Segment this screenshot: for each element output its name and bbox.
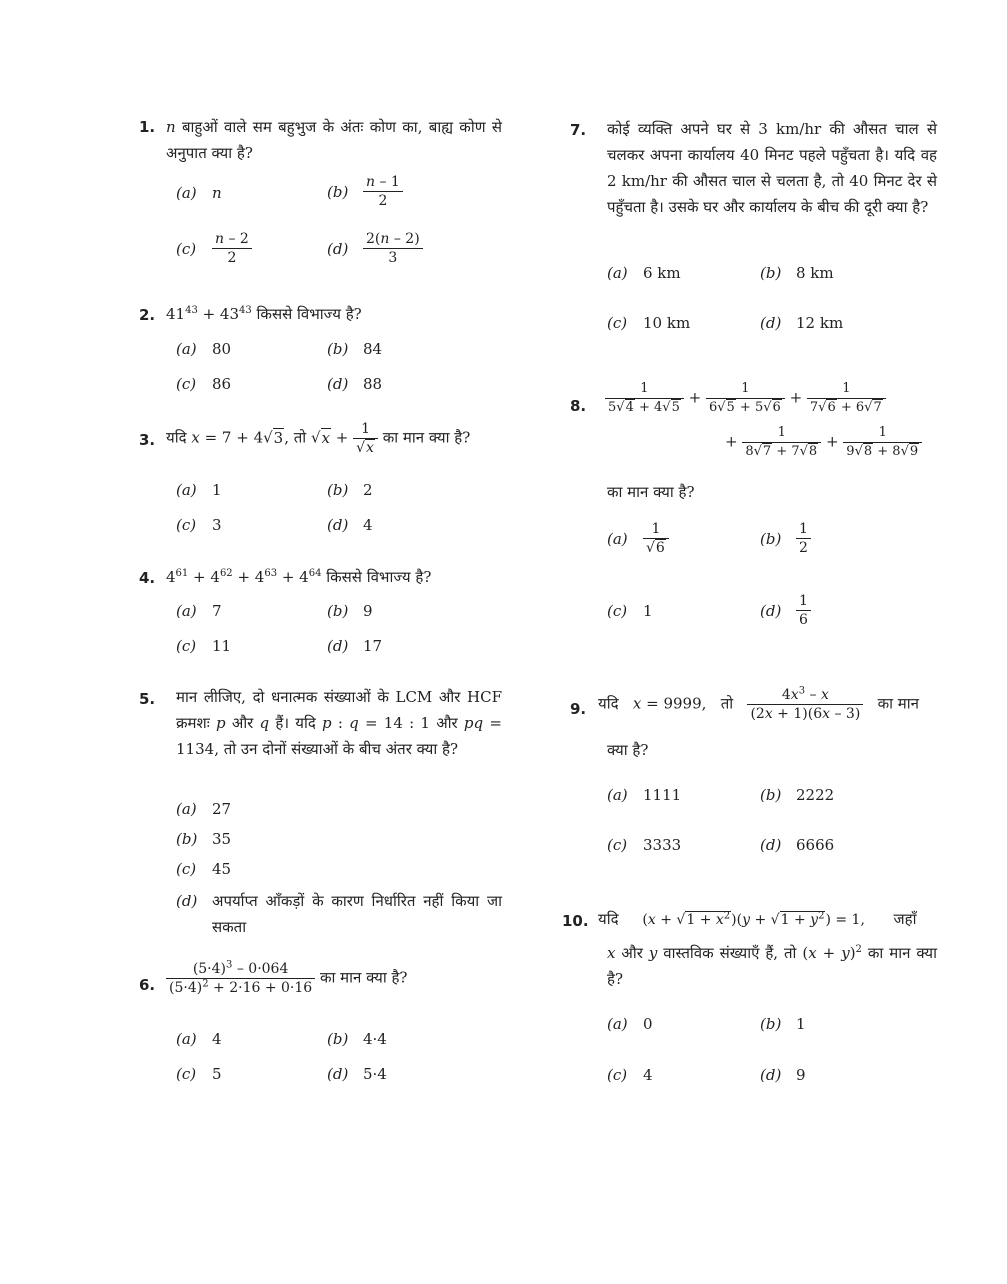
question-8-text: का मान क्या है? xyxy=(607,483,695,501)
question-1 xyxy=(166,114,502,166)
option-d[interactable]: (d) 17 xyxy=(327,637,383,655)
question-number: 5. xyxy=(139,690,156,708)
question-10-cont: x और y वास्तविक संख्याएँ हैं, तो $(x + y)^2$ का मान क्या है? xyxy=(607,944,937,988)
question-number: 1. xyxy=(139,118,156,136)
option-a[interactable]: (a) 6 km xyxy=(607,264,681,282)
option-d[interactable]: (d) $\frac{2(n - 2)}{3}$ xyxy=(327,230,423,267)
option-d[interactable]: (d) 4 xyxy=(327,516,373,534)
question-4: $4^{61} + 4^{62} + 4^{63} + 4^{64}$ किससे विभाज्य है? xyxy=(166,568,432,586)
option-d[interactable]: (d) अपर्याप्त आँकड़ों के कारण निर्धारित नहीं किया जा सकता xyxy=(176,892,502,936)
option-a[interactable]: (a) n xyxy=(176,184,222,202)
option-a[interactable]: (a) $\frac{1}{√6}$ xyxy=(607,520,669,557)
option-b[interactable]: (b) 2222 xyxy=(760,786,835,804)
option-a[interactable]: (a) 7 xyxy=(176,602,222,620)
option-c[interactable]: (c) 11 xyxy=(176,637,232,655)
option-c[interactable]: (c) 4 xyxy=(607,1066,653,1084)
question-number: 9. xyxy=(570,700,587,718)
question-text: बाहुओं वाले सम बहुभुज के अंतः कोण का, बाह्य कोण से अनुपात क्या है? xyxy=(166,118,502,162)
math-expression: $41^{43} + 43^{43}$ xyxy=(166,305,252,323)
option-c[interactable]: (c) 1 xyxy=(607,602,653,620)
option-c[interactable]: (c) 3 xyxy=(176,516,222,534)
question-3: यदि x = 7 + 4√3, तो √x + $\frac{1}{√x}$ का मान क्या है? xyxy=(166,421,471,456)
question-2: $41^{43} + 43^{43}$ किससे विभाज्य है? xyxy=(166,305,362,323)
option-b[interactable]: (b) 8 km xyxy=(760,264,834,282)
option-c[interactable]: (c) 10 km xyxy=(607,314,691,332)
question-10: यदि $(x + √1 + x^2)(y + √1 + y^2) = 1$, जहाँ xyxy=(598,910,917,928)
option-d[interactable]: (d) 12 km xyxy=(760,314,844,332)
question-number: 8. xyxy=(570,397,587,415)
question-8-cont: + $\frac{1}{8√7 + 7√8}$ + $\frac{1}{9√8 + 8√9}$ xyxy=(725,424,945,461)
question-number: 2. xyxy=(139,306,156,324)
option-a[interactable]: (a) 1111 xyxy=(607,786,682,804)
option-c[interactable]: (c) 5 xyxy=(176,1065,222,1083)
question-number: 10. xyxy=(562,912,589,930)
question-number: 6. xyxy=(139,976,156,994)
option-d[interactable]: (d) 5·4 xyxy=(327,1065,387,1083)
option-a[interactable]: (a) 80 xyxy=(176,340,232,358)
option-b[interactable]: (b) 4·4 xyxy=(327,1030,387,1048)
option-a[interactable]: (a) 1 xyxy=(176,481,222,499)
option-b[interactable]: (b) 2 xyxy=(327,481,373,499)
question-9: यदि x = 9999, तो $\frac{4x^3 - x}{(2x + 1)(6x - 3)}$ का मान xyxy=(598,685,919,722)
question-7: कोई व्यक्ति अपने घर से 3 km/hr की औसत चाल से चलकर अपना कार्यालय 40 मिनट पहले पहुँचता है। यदि वह 2 km/hr की औसत चाल से चलता है, तो 40 मिनट देर से पहुँचता है। उसके घर और कार्यालय के बीच की दूरी क्या है? xyxy=(607,120,937,216)
option-c[interactable]: (c) $\frac{n - 2}{2}$ xyxy=(176,230,252,267)
question-number: 7. xyxy=(570,121,587,139)
option-d[interactable]: (d) 88 xyxy=(327,375,383,393)
option-b[interactable]: (b) 9 xyxy=(327,602,373,620)
option-d[interactable]: (d) 6666 xyxy=(760,836,835,854)
question-8: $\frac{1}{5√4 + 4√5}$ + $\frac{1}{6√5 + 5√6}$ + $\frac{1}{7√6 + 6√7}$ xyxy=(605,380,945,417)
var-n: n xyxy=(166,118,176,136)
option-d[interactable]: (d) 9 xyxy=(760,1066,806,1084)
option-b[interactable]: (b) $\frac{n - 1}{2}$ xyxy=(327,173,403,210)
option-c[interactable]: (c) 86 xyxy=(176,375,232,393)
question-number: 3. xyxy=(139,431,156,449)
option-c[interactable]: (c) 45 xyxy=(176,860,232,878)
question-6: $\frac{(5\cdot 4)^3 - 0\cdot 064}{(5\cdot 4)^2 + 2\cdot 16 + 0\cdot 16}$ का मान क्या है? xyxy=(166,960,506,997)
option-b[interactable]: (b) $\frac{1}{2}$ xyxy=(760,520,811,557)
question-9-text: क्या है? xyxy=(607,741,649,759)
option-a[interactable]: (a) 0 xyxy=(607,1015,653,1033)
option-a[interactable]: (a) 27 xyxy=(176,800,232,818)
option-d[interactable]: (d) $\frac{1}{6}$ xyxy=(760,592,811,629)
option-a[interactable]: (a) 4 xyxy=(176,1030,222,1048)
option-b[interactable]: (b) 1 xyxy=(760,1015,806,1033)
option-b[interactable]: (b) 35 xyxy=(176,830,232,848)
option-c[interactable]: (c) 3333 xyxy=(607,836,682,854)
question-number: 4. xyxy=(139,569,156,587)
question-5: मान लीजिए, दो धनात्मक संख्याओं के LCM और HCF क्रमशः p और q हैं। यदि p : q = 14 : 1 और pq = 1134, तो उन दोनों संख्याओं के बीच अंतर क्या है? xyxy=(176,688,502,758)
option-b[interactable]: (b) 84 xyxy=(327,340,383,358)
